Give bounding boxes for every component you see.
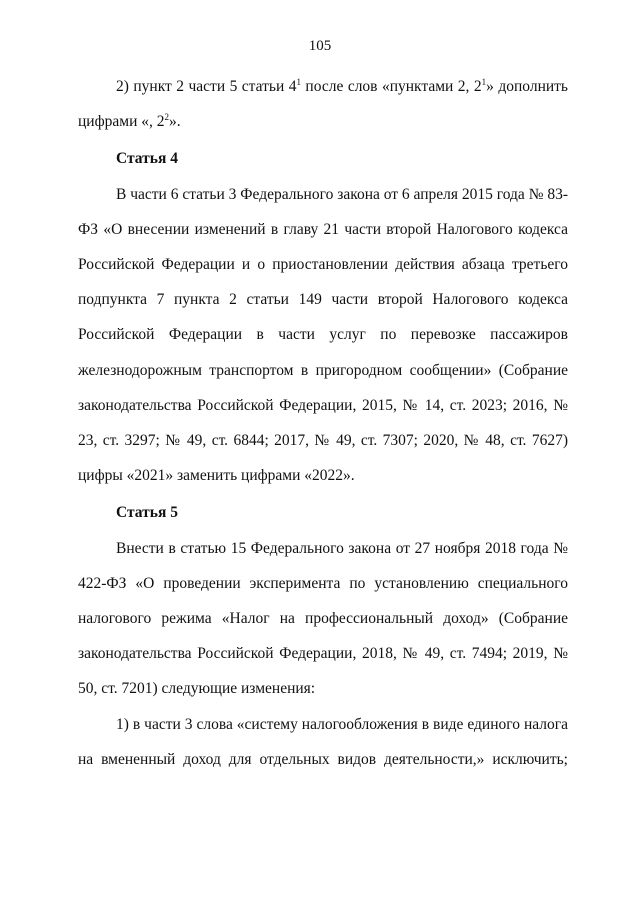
page-number: 105: [308, 38, 332, 54]
article-5-text: Внести в статью 15 Федерального закона от 27 ноября 2018 года № 422-ФЗ «О проведении эксперимента по установлению специального налогового режима «Налог на профессиональный доход» (Собрание законодательства Российской Федерации, 2018, № 49, ст. 7494; 2019, № 50, ст. 7201) следующие изменения:: [78, 539, 568, 698]
paragraph-item-2: [78, 69, 568, 139]
superscript-2: 2: [164, 112, 169, 123]
article-4-text: В части 6 статьи 3 Федерального закона от 6 апреля 2015 года № 83-ФЗ «О внесении изменений в главу 21 части второй Налогового кодекса Российской Федерации и о приостановлении действия абзаца третьего подпункта 7 пункта 2 статьи 149 части второй Налогового кодекса Российской Федерации в части услуг по перевозке пассажиров железнодорожным транспортом в пригородном сообщении» (Собрание законодательства Российской Федерации, 2015, № 14, ст. 2023; 2016, № 23, ст. 3297; № 49, ст. 6844; 2017, № 49, ст. 7307; 2020, № 48, ст. 7627) цифры «2021» заменить цифрами «2022».: [78, 185, 569, 485]
superscript-1b: 1: [481, 76, 487, 87]
item-2-text-b: после слов «пунктами 2, 2: [300, 78, 482, 95]
item-2-text-c: » дополнить цифрами «, 2: [78, 78, 568, 131]
article-4-heading: Статья 4: [116, 150, 178, 168]
document-body: [78, 69, 568, 777]
item-2-text-a: 2) пункт 2 части 5 статьи 4: [116, 78, 297, 95]
article-5-item-1: 1) в части 3 слова «систему налогообложения в виде единого налога на вмененный доход для отдельных видов деятельности,» исключить;: [78, 715, 568, 768]
item-2-text-d: ».: [169, 113, 181, 131]
superscript-1: 1: [296, 76, 301, 87]
article-5-heading: Статья 5: [116, 504, 178, 522]
